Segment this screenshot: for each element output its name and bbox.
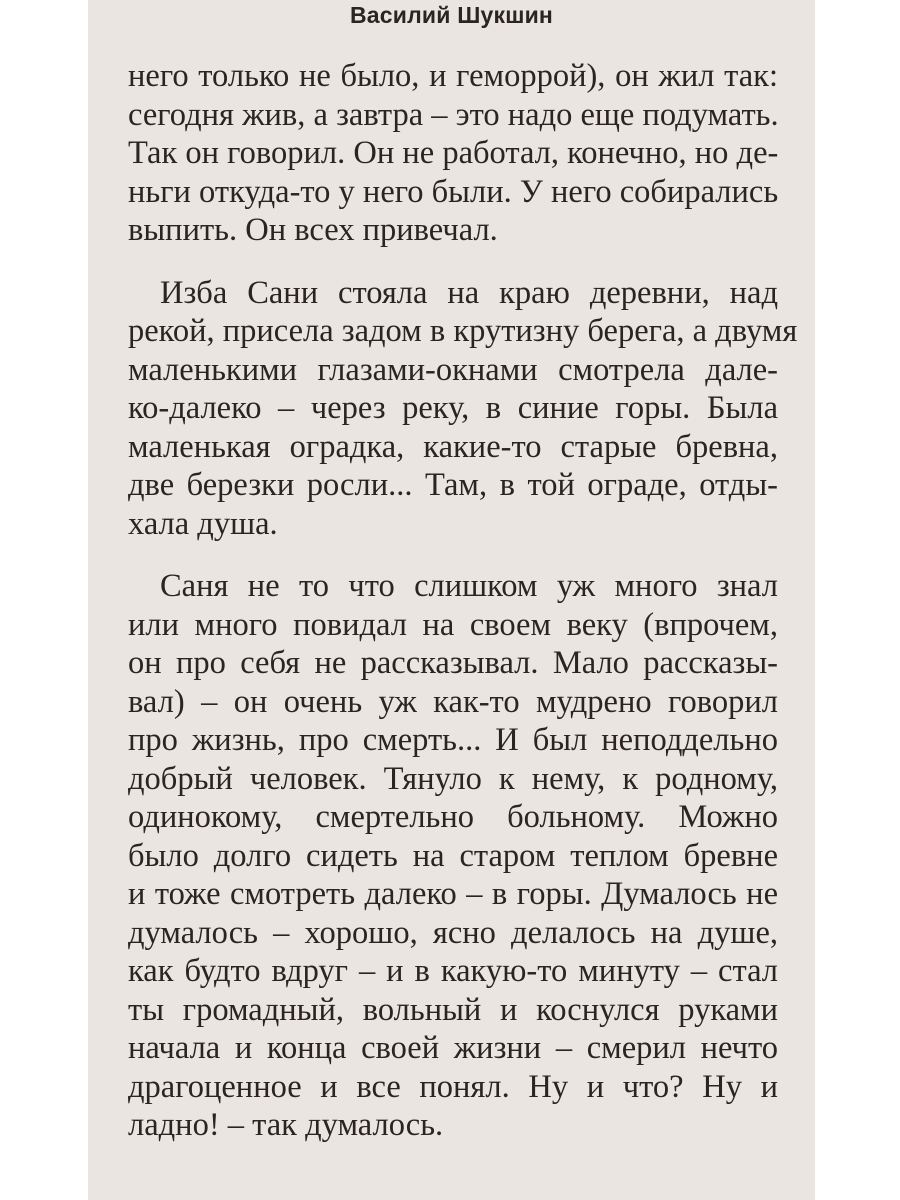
text-line: две березки росли... Там, в той ограде, отды-: [128, 467, 778, 503]
text-line: одинокому, смертельно больному. Можно: [128, 799, 778, 835]
text-line: Изба Сани стояла на краю деревни, над: [160, 274, 778, 311]
text-line: было долго сидеть на старом теплом бревне: [128, 837, 778, 874]
paragraph-gap: [128, 543, 778, 567]
text-line: сегодня жив, а завтра – это надо еще подумать.: [128, 96, 779, 133]
text-line: ко-далеко – через реку, в синие горы. Была: [128, 390, 778, 426]
book-page: [88, 0, 815, 1200]
paragraph-2: [128, 274, 798, 544]
text-line: начала и конца своей жизни – смерил нечто: [128, 1030, 778, 1066]
text-line: думалось – хорошо, ясно делалось на душе,: [128, 914, 778, 951]
text-line: или много повидал на своем веку (впрочем,: [128, 606, 778, 643]
text-line: Так он говорил. Он не работал, конечно, но де-: [128, 135, 779, 171]
text-line: как будто вдруг – и в какую-то минуту – стал: [128, 953, 778, 989]
paragraph-3: [128, 567, 778, 1145]
text-line: рекой, присела задом в крутизну берега, а двумя: [128, 313, 798, 349]
text-line: добрый человек. Тянуло к нему, к родному,: [128, 760, 778, 797]
text-line: ты громадный, вольный и коснулся руками: [128, 991, 778, 1028]
text-line: него только не было, и геморрой), он жил так:: [128, 58, 778, 94]
text-line: и тоже смотреть далеко – в горы. Думалось не: [128, 876, 778, 912]
text-line: ладно! – так думалось.: [128, 1107, 444, 1143]
body-text: [128, 57, 798, 1145]
text-line: хала душа.: [128, 505, 278, 542]
text-line: драгоценное и все понял. Ну и что? Ну и: [128, 1068, 778, 1105]
text-line: ньги откуда-то у него были. У него собирались: [128, 173, 779, 210]
text-line: Саня не то что слишком уж много знал: [160, 568, 778, 604]
paragraph-gap: [128, 250, 778, 274]
text-line: вал) – он очень уж как-то мудрено говорил: [128, 683, 778, 720]
text-line: маленькими глазами-окнами смотрела дале-: [128, 351, 778, 388]
text-line: выпить. Он всех привечал.: [128, 212, 498, 248]
text-line: он про себя не рассказывал. Мало рассказы-: [128, 645, 778, 681]
text-line: про жизнь, про смерть... И был неподдельно: [128, 722, 778, 758]
text-line: маленькая оградка, какие-то старые бревна,: [128, 428, 778, 465]
paragraph-1: [128, 57, 778, 250]
running-header-author: Василий Шукшин: [349, 2, 554, 28]
